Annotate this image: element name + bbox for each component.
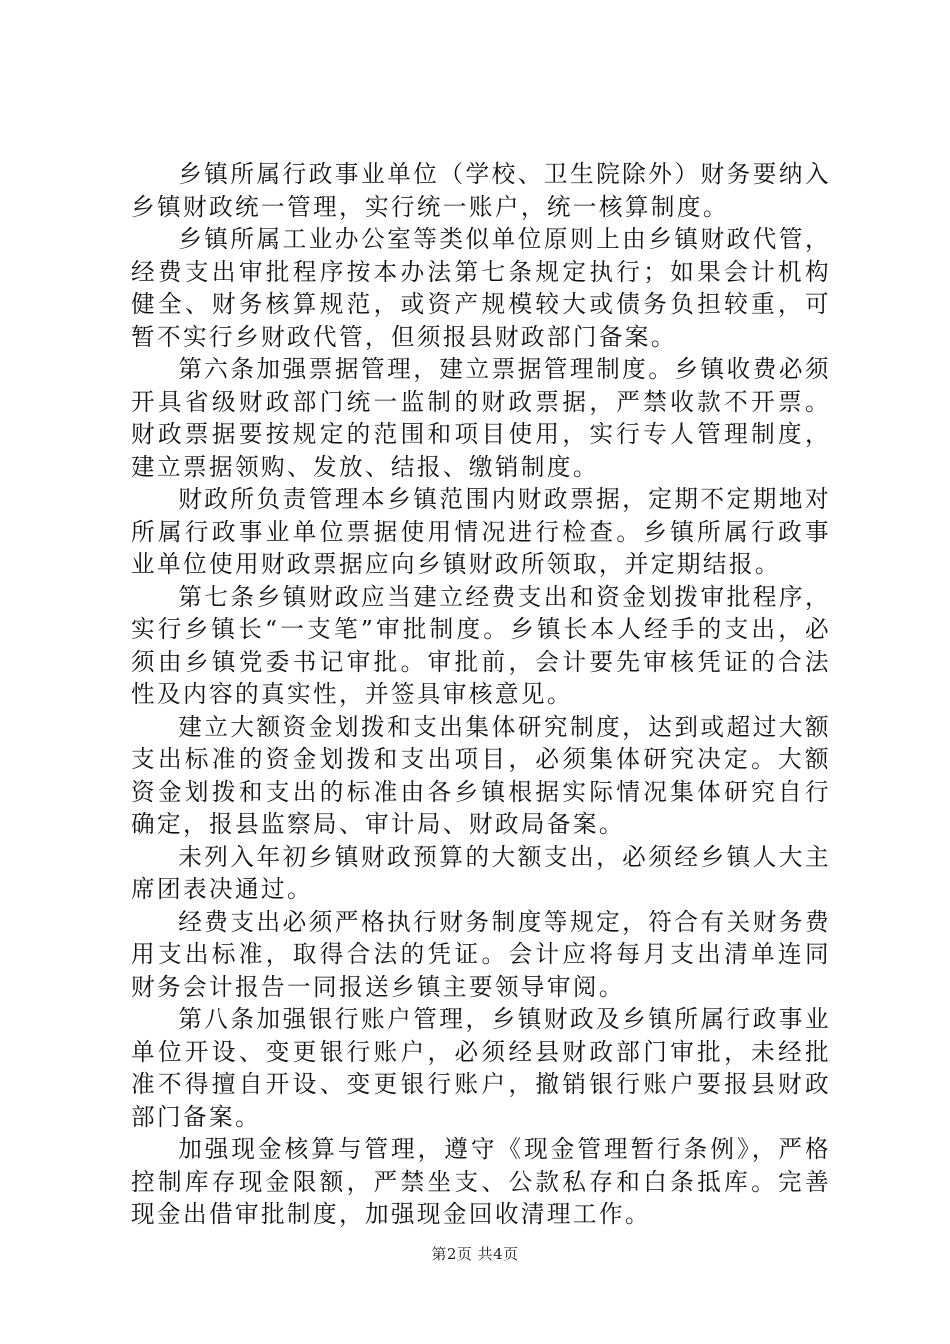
paragraph: 建立大额资金划拨和支出集体研究制度，达到或超过大额支出标准的资金划拨和支出项目，必须集体研究决定。大额资金划拨和支出的标准由各乡镇根据实际情况集体研究自行确定，报县监察局、审计局、财政局备案。 bbox=[131, 712, 831, 838]
paragraph: 财政所负责管理本乡镇范围内财政票据，定期不定期地对所属行政事业单位票据使用情况进行检查。乡镇所属行政事业单位使用财政票据应向乡镇财政所领取，并定期结报。 bbox=[131, 485, 831, 578]
page-footer: 第2页 共4页 bbox=[431, 1245, 519, 1263]
paragraph: 加强现金核算与管理，遵守《现金管理暂行条例》，严格控制库存现金限额，严禁坐支、公款私存和白条抵库。完善现金出借审批制度，加强现金回收清理工作。 bbox=[131, 1135, 831, 1228]
paragraph: 未列入年初乡镇财政预算的大额支出，必须经乡镇人大主席团表决通过。 bbox=[131, 842, 831, 903]
document-body bbox=[131, 158, 831, 1231]
paragraph: 第七条乡镇财政应当建立经费支出和资金划拨审批程序，实行乡镇长“一支笔”审批制度。乡镇长本人经手的支出，必须由乡镇党委书记审批。审批前，会计要先审核凭证的合法性及内容的真实性，并签具审核意见。 bbox=[131, 582, 831, 708]
paragraph: 乡镇所属行政事业单位（学校、卫生院除外）财务要纳入乡镇财政统一管理，实行统一账户，统一核算制度。 bbox=[131, 160, 831, 221]
paragraph: 第八条加强银行账户管理，乡镇财政及乡镇所属行政事业单位开设、变更银行账户，必须经县财政部门审批，未经批准不得擅自开设、变更银行账户，撤销银行账户要报县财政部门备案。 bbox=[131, 1005, 831, 1131]
paragraph: 第六条加强票据管理，建立票据管理制度。乡镇收费必须开具省级财政部门统一监制的财政票据，严禁收款不开票。财政票据要按规定的范围和项目使用，实行专人管理制度，建立票据领购、发放、结报、缴销制度。 bbox=[131, 355, 831, 481]
paragraph: 乡镇所属工业办公室等类似单位原则上由乡镇财政代管，经费支出审批程序按本办法第七条规定执行；如果会计机构健全、财务核算规范，或资产规模较大或债务负担较重，可暂不实行乡财政代管，但须报县财政部门备案。 bbox=[131, 225, 831, 351]
paragraph: 经费支出必须严格执行财务制度等规定，符合有关财务费用支出标准，取得合法的凭证。会计应将每月支出清单连同财务会计报告一同报送乡镇主要领导审阅。 bbox=[131, 907, 831, 1001]
